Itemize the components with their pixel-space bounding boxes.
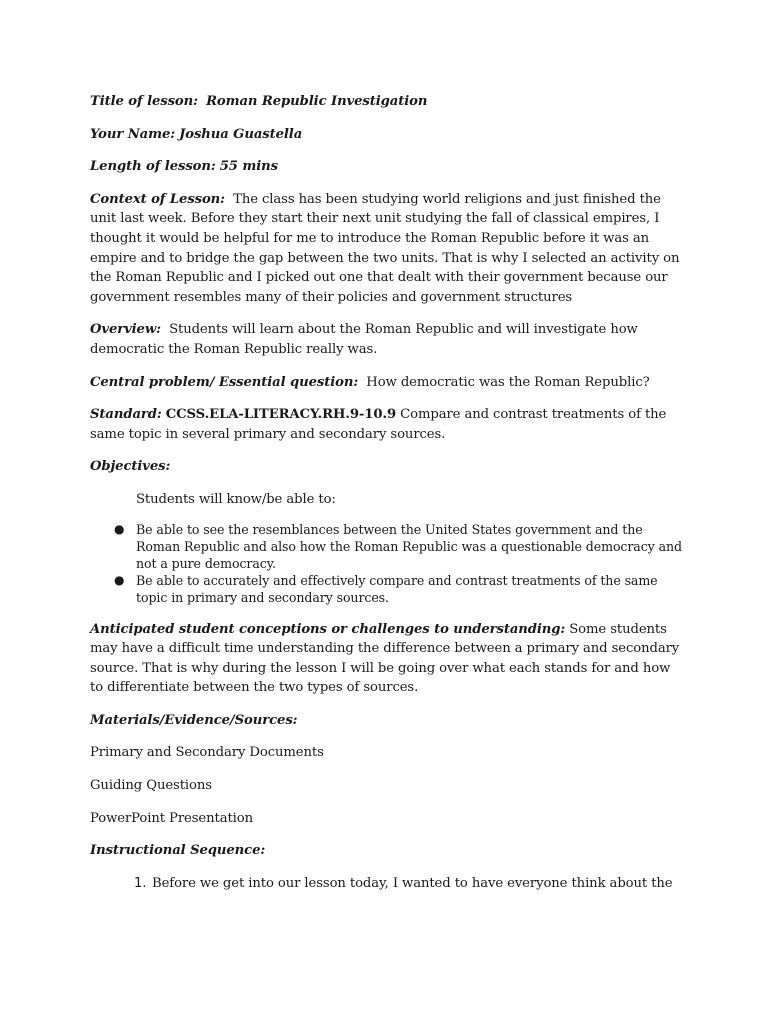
list-item bbox=[90, 521, 682, 573]
lesson-title-value: Roman Republic Investigation bbox=[206, 94, 428, 109]
list-item bbox=[90, 874, 682, 894]
materials-heading bbox=[90, 711, 682, 731]
lesson-length-line bbox=[90, 157, 682, 177]
instructional-label: Instructional Sequence: bbox=[90, 843, 266, 859]
objectives-list bbox=[90, 521, 682, 607]
author-name-label: Your Name: bbox=[90, 126, 176, 142]
standard-paragraph bbox=[90, 405, 682, 444]
material-item: Guiding Questions bbox=[90, 778, 212, 794]
objectives-label: Objectives: bbox=[90, 459, 171, 475]
step-text: Before we get into our lesson today, I wanted to have everyone think about the bbox=[152, 875, 673, 891]
central-question-paragraph bbox=[90, 373, 682, 393]
objective-text: Be able to accurately and effectively compare and contrast treatments of the same topic in primary and secondary sources. bbox=[136, 573, 658, 606]
objective-text: Be able to see the resemblances between the United States government and the Roman Republic and also how the Roman Republic was a questionable democracy and not a pure democracy. bbox=[136, 521, 682, 571]
anticipated-paragraph bbox=[90, 620, 682, 698]
lesson-title-line bbox=[90, 92, 682, 112]
step-number: 1. bbox=[134, 875, 147, 891]
central-question-label: Central problem/ Essential question: bbox=[90, 374, 359, 390]
instructional-list bbox=[90, 874, 682, 894]
bullet-icon: ● bbox=[114, 573, 125, 588]
anticipated-label: Anticipated student conceptions or challenges to understanding: bbox=[90, 621, 566, 637]
anticipated-text: Some students may have a difficult time understanding the difference between a primary and secondary source. That is why during the lesson I will be going over what each stands for and how to differentiate between the two types of sources. bbox=[90, 621, 680, 696]
author-name-line bbox=[90, 125, 682, 145]
objectives-heading bbox=[90, 457, 682, 477]
standard-label: Standard: bbox=[90, 407, 162, 423]
context-label: Context of Lesson: bbox=[90, 191, 225, 207]
lesson-plan-body bbox=[90, 92, 682, 893]
materials-label: Materials/Evidence/Sources: bbox=[90, 712, 298, 728]
material-item: Primary and Secondary Documents bbox=[90, 745, 324, 761]
lesson-title-label: Title of lesson: bbox=[90, 94, 198, 109]
lesson-length-label: Length of lesson: bbox=[90, 159, 216, 175]
context-text: The class has been studying world religions and just finished the unit last week. Before they start their next unit studying the fall of classical empires, I thought it would be helpful for me to introduce the Roman Republic before it was an empire and to bridge the gap between the two units. That is why I selected an activity on the Roman Republic and I picked out one that dealt with their government because our government resembles many of their policies and government structures bbox=[90, 191, 680, 305]
objectives-intro: Students will know/be able to: bbox=[136, 491, 336, 507]
standard-code: CCSS.ELA-LITERACY.RH.9-10.9 bbox=[165, 407, 397, 423]
author-name-value: Joshua Guastella bbox=[179, 126, 303, 142]
list-item bbox=[90, 572, 682, 606]
overview-paragraph bbox=[90, 320, 682, 359]
lesson-length-value: 55 mins bbox=[219, 159, 278, 175]
material-item: PowerPoint Presentation bbox=[90, 810, 254, 826]
central-question-text: How democratic was the Roman Republic? bbox=[366, 374, 650, 390]
standard-text: Compare and contrast treatments of the same topic in several primary and secondary sources. bbox=[90, 407, 667, 442]
bullet-icon: ● bbox=[114, 521, 125, 536]
overview-text: Students will learn about the Roman Republic and will investigate how democratic the Roman Republic really was. bbox=[90, 322, 638, 357]
overview-label: Overview: bbox=[90, 322, 161, 338]
context-paragraph bbox=[90, 190, 682, 308]
instructional-heading bbox=[90, 841, 682, 861]
